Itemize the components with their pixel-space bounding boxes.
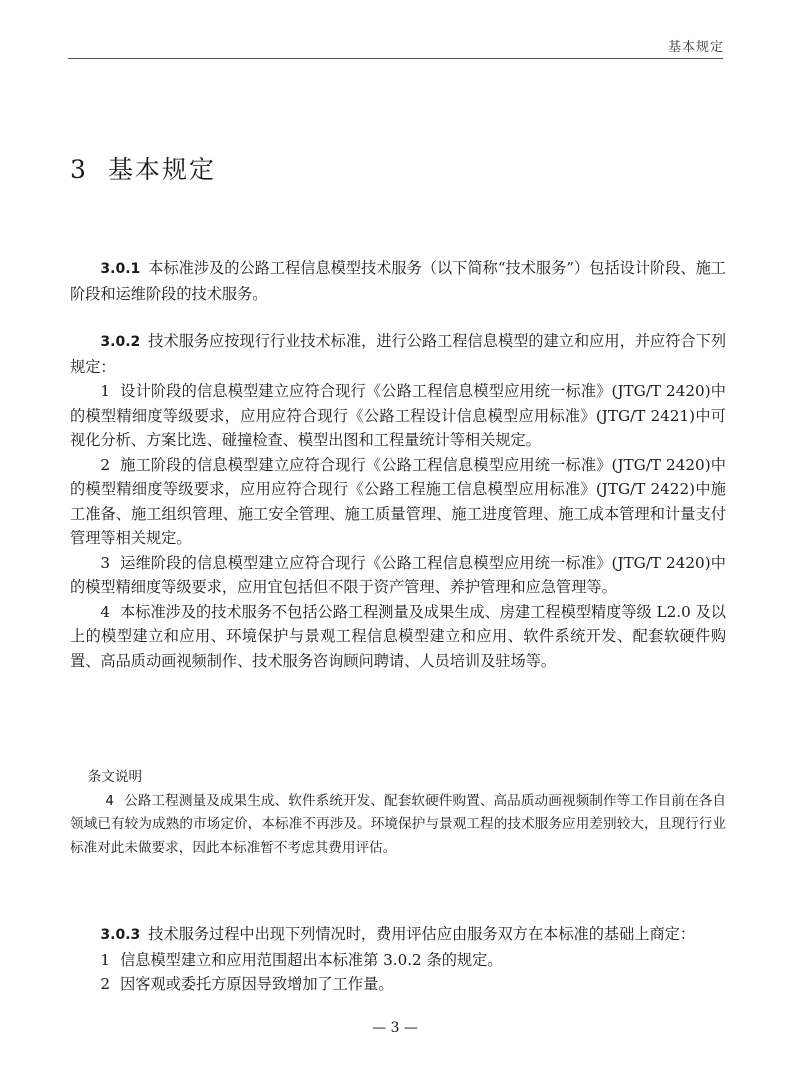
clause-3-0-3	[70, 922, 726, 997]
item-number: 3	[100, 553, 111, 572]
clause-3-0-1	[70, 256, 726, 306]
clause-number: 3.0.2	[100, 334, 141, 350]
item-text: 本标准涉及的技术服务不包括公路工程测量及成果生成、房建工程模型精度等级 L2.0 及以上的模型建立和应用、环境保护与景观工程信息模型建立和应用、软件系统开发、配套软硬件购置、高品质动画视频制作、技术服务咨询顾问聘请、人员培训及驻场等。	[70, 602, 726, 670]
note-paragraph	[70, 790, 726, 861]
clause-3-0-2	[70, 329, 726, 673]
item-number: 1	[100, 950, 111, 969]
item-text: 信息模型建立和应用范围超出本标准第 3.0.2 条的规定。	[120, 950, 503, 969]
clause-number: 3.0.1	[100, 261, 141, 277]
clause-paragraph	[70, 256, 726, 306]
note-title: 条文说明	[87, 769, 143, 785]
item-number: 1	[100, 382, 111, 400]
list-item	[70, 600, 726, 674]
item-text: 施工阶段的信息模型建立应符合现行《公路工程信息模型应用统一标准》(JTG/T 2420)中的模型精细度等级要求，应用应符合现行《公路工程施工信息模型应用标准》(JTG/T 2422)中施工准备、施工组织管理、施工安全管理、施工质量管理、施工进度管理、施工成本管理和计量支付管理等相关规定。	[70, 455, 726, 547]
list-item	[70, 551, 726, 600]
chapter-number: 3	[70, 155, 88, 184]
list-item	[70, 948, 726, 973]
list-item	[70, 453, 726, 551]
item-text: 运维阶段的信息模型建立应符合现行《公路工程信息模型应用统一标准》(JTG/T 2420)中的模型精细度等级要求，应用宜包括但不限于资产管理、养护管理和应急管理等。	[70, 553, 726, 596]
note-item-number: 4	[105, 792, 115, 809]
chapter-title: 基本规定	[107, 155, 216, 184]
running-header: 基本规定	[667, 40, 724, 55]
clause-paragraph	[70, 922, 726, 948]
item-number: 2	[100, 455, 111, 474]
list-item	[70, 379, 726, 453]
list-item	[70, 972, 726, 997]
header-divider	[68, 58, 723, 59]
clause-text: 技术服务过程中出现下列情况时，费用评估应由服务双方在本标准的基础上商定：	[148, 925, 696, 943]
clause-explanation	[70, 766, 726, 860]
chapter-heading	[70, 150, 216, 186]
item-text: 设计阶段的信息模型建立应符合现行《公路工程信息模型应用统一标准》(JTG/T 2420)中的模型精细度等级要求，应用应符合现行《公路工程设计信息模型应用标准》(JTG/T 2421)中可视化分析、方案比选、碰撞检查、模型出图和工程量统计等相关规定。	[70, 382, 726, 449]
page-number: — 3 —	[372, 1020, 418, 1036]
clause-paragraph	[70, 329, 726, 379]
item-number: 2	[100, 975, 111, 993]
clause-number: 3.0.3	[100, 927, 141, 943]
item-number: 4	[100, 602, 111, 621]
note-text: 公路工程测量及成果生成、软件系统开发、配套软硬件购置、高品质动画视频制作等工作目前在各自领域已有较为成熟的市场定价，本标准不再涉及。环境保护与景观工程的技术服务应用差别较大，且现行行业标准对此未做要求，因此本标准暂不考虑其费用评估。	[70, 792, 726, 856]
clause-text: 本标准涉及的公路工程信息模型技术服务（以下简称“技术服务”）包括设计阶段、施工阶段和运维阶段的技术服务。	[70, 259, 726, 303]
clause-text: 技术服务应按现行行业技术标准，进行公路工程信息模型的建立和应用，并应符合下列规定：	[70, 332, 726, 376]
item-text: 因客观或委托方原因导致增加了工作量。	[120, 975, 394, 993]
